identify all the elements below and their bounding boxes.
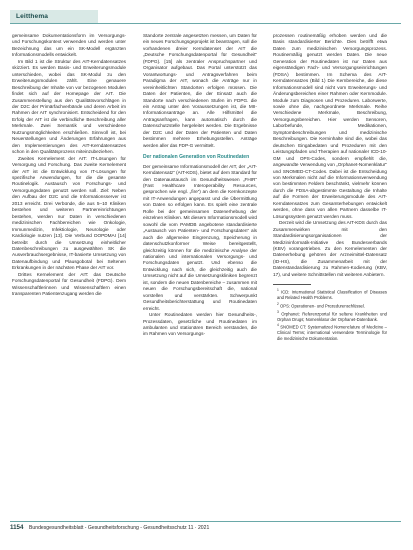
footnote-text: Orphanet: Referenzportal für seltene Krankheiten und Orphan Drugs; Nomenklatur der Orphanet-Datenbank. [277,311,387,322]
paragraph: Derzeit wird die Umsetzung des AIT-KDS durch das Zusammenwirken mit den Standardisierungsorganisationen der Medizininformatik-Initiative des Bundesverbands (KBV) vorangetrieben. Zu den Kernelementen der Datenerhebung gehören der Arzneimittel-Datensatz (ID-HS), die Zusammenarbeit mit der Datenstandardisierung zu Rahmen-Kodierung (KBV, 17), und weitere Schnittstellen mit weiteren Anbietern. [273,220,387,277]
footnote [273,323,387,341]
section-label: Leitthema [16,13,49,20]
footnote-text: OPS: Operationen- und Prozedurenschlüssel. [280,303,365,309]
paragraph: Der gemeinsame Informationsmodell der AIT, der „AIT-Kerndatensatz“ (AIT-KDS), bietet auf dem Standard für den Datenaustausch im Gesundheitswesen „FHIR“ (Fast Healthcare Interoperability Resources, gesprochen wie engl. „fire“) an dem die Kernkonzepte mit IT-Anwendungen angepasst und die Übermittlung von Daten so erfolgen kann. Es spielt eine zentrale Rolle bei der gemeinsamen Datenerhebung der einzelnen Kliniken. Mit diesem Informationsmodell wird sowohl die vom PAMDB angebotene standardisierte „Austausch von Patienten- und Forschungsdaten“ als auch die allgemeine Eingrenzung, Speicherung in datenschutzkonformer Weise bereitgestellt, gleichzeitig können für die medizinische Analyse der nationalen und internationalen Versorgungs- und Forschungsdaten genutzt. Und ebenso die Entwicklung nach sich, die gleichzeitig auch die Umsetzung nicht auf die Umsetzungskliniken begrenzt ist, sondern die neuen Datenbereiche – zusammen mit neuen die Forschungsbereitschaft die, national vorstellen und verstärkten. Schwerpunkt Gesundheitsberichterstattung und Routinedaten erreicht. [143,163,257,311]
paragraph: Unter Routinedaten werden hier Gesundheits-, Prozessdaten, gesetzliche und Routinedaten im ambulanten und stationären Bereich verstanden, die im Rahmen von Versorgungs- [143,312,257,337]
footnote-mark: 1 [277,288,279,293]
footnote-text: ICD: International Statistical Classification of Diseases and Related Health Problems. [277,289,388,301]
footnote-text: SNOMED CT: Systematized Nomenclature of Medicine – Clinical Terms; international verwendete Terminologie für die medizinische Dokumentation. [277,324,387,341]
footnote [273,302,387,309]
paragraph: gemeinsame Dokumentationsform im Versorgungs- und Forschungskontext verwenden und werden unter Bezeichnung das um ein SK-Modell ergänzten Informationsmodells entwickelt. [12,33,126,58]
footnote [273,310,387,323]
text-column-1 [12,33,126,298]
footnote-mark: 2 [277,301,279,306]
section-subheading: Der nationalen Generation von Routinedaten [143,154,250,161]
footnote-mark: 3 [277,309,279,314]
footnote [273,288,387,301]
paragraph: Standorte zentrale angesetzten messen, um Daten für ein neues Forschungsgeprojekt ist beantragen, soll die vorhandenen dreier Kerndatenset der AIT die „Deutsche Forschungsdatenportal für Gesundheit“ (FDPG). [15] als zentraler Anspruchspartner und Organisator aufgebaut. Das Portal unterstützt das Vorantwortungs- und Antragsverfahren beim Paradigma der AIT, wonach die Anträge nur in vereinheitlichten Standorten erfolgen müssen. Die Daten der Patienten, die der Einsatz auch die Standorte nach verschiedenen Stufen im FDPG. die ein Antrag unter den Voraussetzungen ist, die MII-Informationsanträge an. Alle Hilfsmittel die Antragsanfragen, kann automatisch durch die Datenschutzstelle hergeleitet werden. Die Ergebnisse der D2C und der Daten der Patienten und Daten bestimmen mehrere Erhebungsstellen. Anträge werden aller das FDP-G vermittelt. [143,33,257,148]
paragraph: Im Bild 1 ist die Struktur des AIT-Kerndatensatzes skizziert. Es werden Basis- und Erweiterungsmodule unterschieden, wobei das SK-Modul zu den Erweiterungsmodulen zählt. Eine genauere Beschreibung der Inhalte von vor bezogenen Modulen findet sich auf der Homepage der AIT. Die Zusammenstellung aus den Qualitätsvorschlägen in der D2C der Primärfachverbände und deren Arbeit im Rahmen der AIT synchronisiert. Entscheidend für den Erfolg der AIT ist die verbindliche Beschreibung aller Merkmale. Zwei Semantik und verschiedene Nutzungsmöglichkeiten erschließen. Sinnvoll ist, bei Neuerstellungen und Änderungen Erfahrungen aus den Implementierungen des AIT-Kerndatensatzes schon in den Qualitätsprozess miteinzubeziehen. [12,58,126,155]
footer-rule [10,521,401,522]
header-rule [10,23,401,24]
text-column-3 [273,33,387,343]
footnote-rule [273,284,311,285]
running-footer-title: Bundesgesundheitsblatt - Gesundheitsforschung - Gesundheitsschutz 11 · 2021 [29,524,210,531]
paragraph: Zweites Kernelement der AIT: IT-Lösungen für Versorgung und Forschung. Das zweite Kernelement der AIT ist die Entwicklung von IT-Lösungen für spezifische Anwendungen, für die die gesamte Routinelogik. Austausch von Forschungs- und Versorgungsdaten genutzt werden soll. Ziel: Neben den Aufbau der D2C und die Informationsserver ist 2013 erreicht. Drei Verbünde, die aus 5–10 Kliniken bestehen und weiteren Partnereinrichtungen bestehen, werden nur Daten in verschiedenen medizinischen Fachbereichen wie Onkologie, Immunmedizin, Infektiologie, Neurologie oder Kardiologie nutzen [13]. Die Verbund DOPDMAI [14] betreibt durch die Umsetzung einheitlicher Datenbeschreibungen zu ausgewählten SK die Ausverbrauchsergebnisse, IT-basierte Umsetzung von Datenaufbindung und Plausgobotal bei Seltenen Erkrankungen in der nächsten Phase der AIT vor. [12,155,126,271]
text-column-2 [143,33,257,338]
page-number: 1154 [10,524,24,531]
paragraph: prozessen routinemäßig erhoben werden und die Basis standardisierter Berichte. Dies betrifft etwa Daten zum medizinischen Versorgungsprozess. Routinemäßig genutzt werden Daten. Die neue Generation der Routinedaten ist nur Daten aus eigenständigen Fach- und Versorgungseinrichtungen (FDSA) bestimmen. Im Schema des AIT-Kerndatensatzes (Bild 1) Die Kernbereiche, die diese Informationsmodell sind nicht vom Erweiterungs- und Änderungsbereichen einer Rahmen oder Kernmodule. Module zum Diagnosen und Prozeduren. Laborwerte, sowie ohne die, nachgeordnete Merkmale. Reihe Verschiedene Merkmale, Beschreibung, Versorgungsbereichen. Hier werden Sensoren, Laborbefunde, Medikationen, Symptombeschreibungen und medizinische Beschreibungen. Die Kerninhalte sind die, wobei das deutschen Eingabedaten und Prozeduren mit den Leistungspfaden und Therapien auf nationaler ICD-10-GM und OPS-Codes, sondern empfiehlt die, angewandte Verwendung von „Orphanet-Nomenklatur“ und SNOMED-CT-Codes. Dabei ist die Entscheidung von Merkmalen nicht auf die Informationsverwendung von bestimmten Feldern beschränkt, vielmehr können durch die FDSA-abgestimmte Gestaltung die Inhalte auf die Formen der Erweiterungsmodule des AIT-Kerndatensatzes zum Gesamterhebungen entwickelt werden, ohne dass von allen Partnern dasselbe IT-Lösungssystem genutzt werden muss. [273,33,387,219]
footnote-mark: 4 [277,323,279,328]
paragraph: Drittes Kernelement der AIT: das Deutsche Forschungsdatenportal für Gesundheit (FDPG). Dem Wissenschaftlerinnen und Wissenschaftlern einen transparenten Patientenzugang werden die [12,271,126,297]
